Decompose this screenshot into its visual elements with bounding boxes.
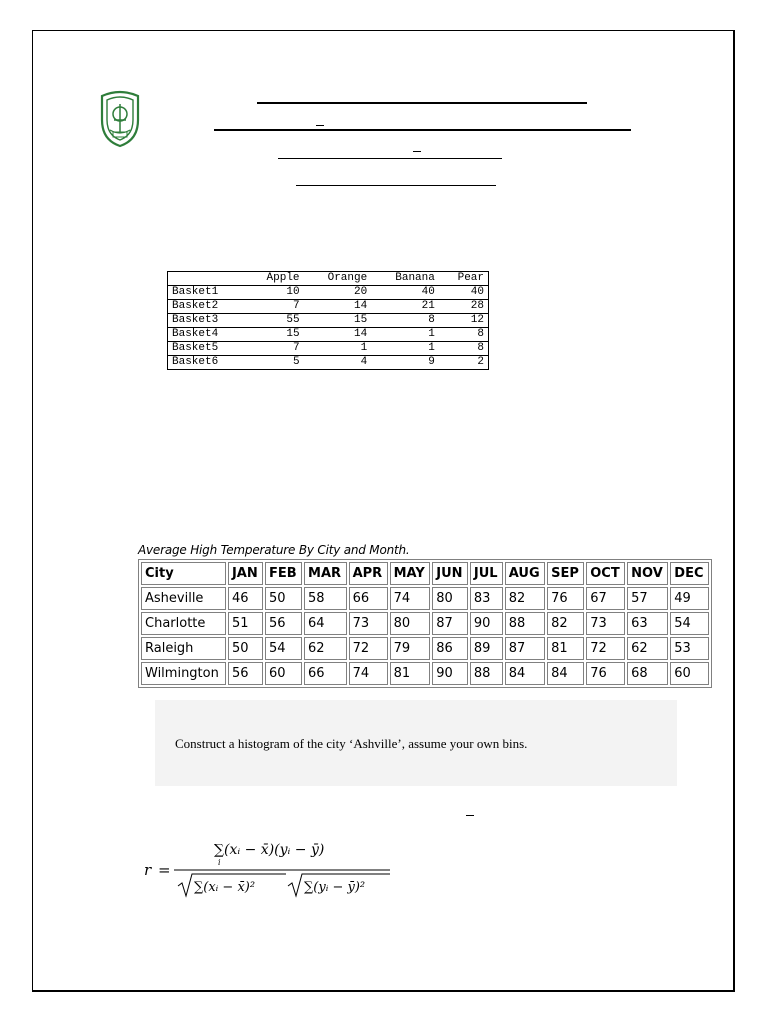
table-cell: 72 (586, 637, 625, 660)
table-cell: 73 (586, 612, 625, 635)
column-header: JUL (470, 562, 503, 585)
table-cell: 55 (245, 314, 303, 328)
table-cell: 50 (265, 587, 302, 610)
table-cell: 7 (245, 300, 303, 314)
header-line-2 (214, 129, 631, 131)
column-header: MAR (304, 562, 347, 585)
question-text: Construct a histogram of the city ‘Ashville’, assume your own bins. (175, 736, 528, 751)
header-line-4 (296, 185, 496, 186)
table-cell: 80 (432, 587, 468, 610)
table-cell: 15 (304, 314, 372, 328)
table-cell: 74 (349, 662, 388, 685)
header-line-1 (257, 102, 587, 104)
table-cell: 21 (371, 300, 439, 314)
question-box (155, 700, 677, 786)
column-header: DEC (670, 562, 709, 585)
temperature-table (138, 559, 712, 688)
table-row (168, 300, 489, 314)
table-cell: 7 (245, 342, 303, 356)
table-cell: Basket6 (168, 356, 246, 370)
school-crest-logo (98, 90, 142, 148)
column-header: FEB (265, 562, 302, 585)
table-cell: 87 (505, 637, 545, 660)
table-cell: Charlotte (141, 612, 226, 635)
table-cell: 73 (349, 612, 388, 635)
table-cell: 84 (547, 662, 584, 685)
table-cell: 9 (371, 356, 439, 370)
table-row (168, 342, 489, 356)
table-cell: 8 (439, 342, 489, 356)
formula-denominator-right: ∑(yᵢ − ȳ)² (304, 880, 366, 895)
table-cell: Basket4 (168, 328, 246, 342)
table-cell: 88 (505, 612, 545, 635)
column-header (168, 272, 246, 286)
column-header: Orange (327, 272, 368, 284)
column-header: OCT (586, 562, 625, 585)
table-row (168, 286, 489, 300)
table-cell: 40 (439, 286, 489, 300)
table-cell: 82 (505, 587, 545, 610)
table-cell: 1 (304, 342, 372, 356)
table-cell: 28 (439, 300, 489, 314)
table-cell: 79 (390, 637, 431, 660)
table-cell: 76 (586, 662, 625, 685)
table-cell: 54 (670, 612, 709, 635)
table-cell: 10 (245, 286, 303, 300)
table-cell: 8 (371, 314, 439, 328)
table-cell: 76 (547, 587, 584, 610)
table-cell: 4 (304, 356, 372, 370)
table-cell: 50 (228, 637, 263, 660)
header-dash-1 (316, 125, 324, 126)
table-cell: 90 (470, 612, 503, 635)
table-row (141, 637, 709, 660)
table-header-row (141, 562, 709, 585)
formula-equals: = (158, 861, 171, 879)
column-header: Pear (457, 272, 484, 284)
table-cell: 51 (228, 612, 263, 635)
table-cell: 8 (439, 328, 489, 342)
table-cell: Raleigh (141, 637, 226, 660)
table-row (141, 612, 709, 635)
table-cell: Asheville (141, 587, 226, 610)
table-row (168, 356, 489, 370)
table-cell: 82 (547, 612, 584, 635)
correlation-formula (138, 836, 398, 900)
table-cell: 54 (265, 637, 302, 660)
table-cell: 49 (670, 587, 709, 610)
table-cell: 5 (245, 356, 303, 370)
table-cell: 1 (371, 342, 439, 356)
table-cell: 84 (505, 662, 545, 685)
formula-lhs: r (144, 861, 152, 879)
column-header: Apple (266, 272, 300, 284)
blank-dash (466, 815, 474, 816)
table-row (141, 587, 709, 610)
table-cell: 20 (304, 286, 372, 300)
table-cell: 87 (432, 612, 468, 635)
table-cell: 81 (390, 662, 431, 685)
table-cell: 89 (470, 637, 503, 660)
table-cell: 90 (432, 662, 468, 685)
table-cell: 56 (228, 662, 263, 685)
table-header-row (168, 272, 489, 286)
table-cell: 86 (432, 637, 468, 660)
column-header: JUN (432, 562, 468, 585)
table-cell: 62 (627, 637, 668, 660)
temperature-table-caption: Average High Temperature By City and Month. (138, 543, 410, 557)
table-cell: 74 (390, 587, 431, 610)
table-cell: 53 (670, 637, 709, 660)
table-row (141, 662, 709, 685)
column-header: NOV (627, 562, 668, 585)
table-cell: 66 (304, 662, 347, 685)
column-header: JAN (228, 562, 263, 585)
table-cell: Basket3 (168, 314, 246, 328)
table-cell: 2 (439, 356, 489, 370)
table-cell: 60 (265, 662, 302, 685)
column-header: SEP (547, 562, 584, 585)
table-cell: 60 (670, 662, 709, 685)
table-cell: 58 (304, 587, 347, 610)
table-cell: 88 (470, 662, 503, 685)
table-cell: 81 (547, 637, 584, 660)
header-dash-2 (413, 151, 421, 152)
column-header: Banana (395, 272, 435, 284)
header-line-3 (278, 158, 502, 159)
table-row (168, 314, 489, 328)
table-cell: 1 (371, 328, 439, 342)
table-cell: 62 (304, 637, 347, 660)
table-cell: 83 (470, 587, 503, 610)
table-cell: 68 (627, 662, 668, 685)
table-cell: 80 (390, 612, 431, 635)
formula-sum-index: i (218, 858, 221, 867)
formula-denominator-left: ∑(xᵢ − x̄)² (194, 880, 256, 895)
fruit-basket-table (167, 271, 489, 370)
table-cell: 64 (304, 612, 347, 635)
column-header: APR (349, 562, 388, 585)
table-cell: 12 (439, 314, 489, 328)
table-row (168, 328, 489, 342)
table-cell: 14 (304, 300, 372, 314)
table-cell: Basket2 (168, 300, 246, 314)
table-cell: 63 (627, 612, 668, 635)
formula-numerator: ∑(xᵢ − x̄)(yᵢ − ȳ) (214, 842, 325, 858)
table-cell: 40 (371, 286, 439, 300)
table-cell: 57 (627, 587, 668, 610)
table-cell: 66 (349, 587, 388, 610)
table-cell: 14 (304, 328, 372, 342)
table-cell: 72 (349, 637, 388, 660)
column-header: City (141, 562, 226, 585)
table-cell: 15 (245, 328, 303, 342)
column-header: MAY (390, 562, 431, 585)
table-cell: Basket1 (168, 286, 246, 300)
table-cell: Wilmington (141, 662, 226, 685)
table-cell: 46 (228, 587, 263, 610)
table-cell: 67 (586, 587, 625, 610)
column-header: AUG (505, 562, 545, 585)
table-cell: Basket5 (168, 342, 246, 356)
table-cell: 56 (265, 612, 302, 635)
